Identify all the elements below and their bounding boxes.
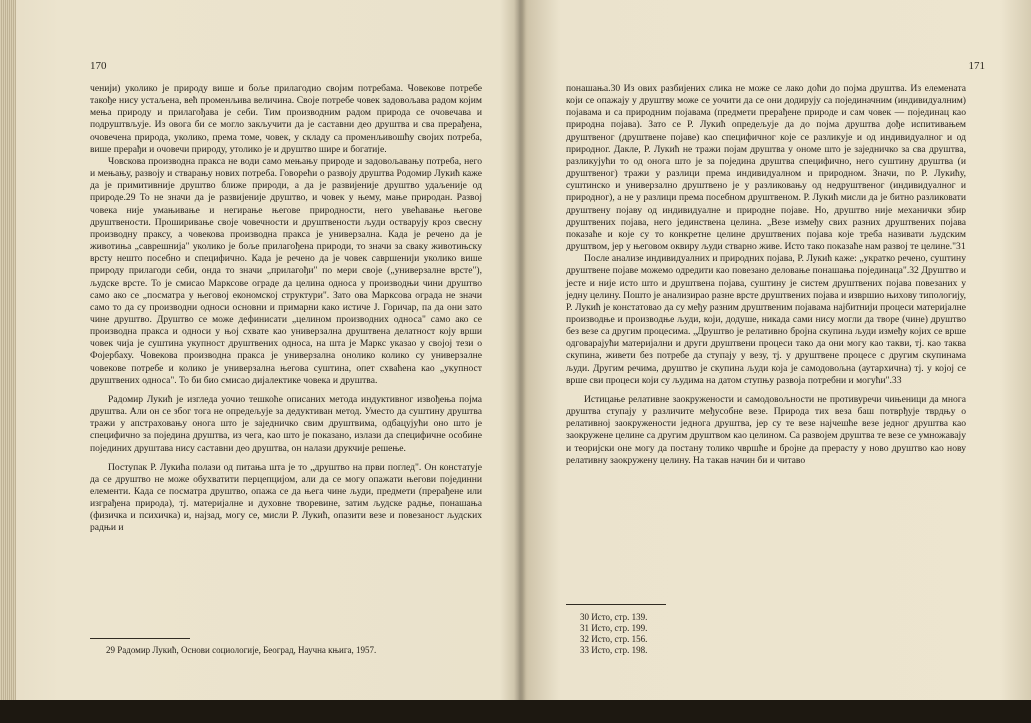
paragraph: Истицање релативне заокружености и самодовољности не противуречи чињеници да многа друштва ступају у различите међусобне везе. Природа тих веза баш потврђује тврдњу о релативној заокружености једнога друштва, јер су те везе најчешће везе једног друштва као заокружене целине са другим друштвом као целином. Са развојем друштва те везе се умножавају и теоријски оне могу да постану толико чвршће и бројне да прерасту у ново друштво као нову релативну заокружену целину. На такав начин би и читаво bbox=[566, 393, 966, 466]
footnote-rule bbox=[566, 604, 666, 605]
paragraph: После анализе индивидуалних и природних појава, Р. Лукић каже: „укратко речено, суштину друштвене појаве можемо одредити као повезано деловање понашања појединаца".32 Друштво и јесте и није исто што и друштвена појава, суштину је систем друштвених појава повезаних у једну целину. Пошто је анализирао разне врсте друштвених појава и извршио њихову типологију, Р. Лукић је констатовао да су међу разним друштвеним појавама најбитнији процеси материјалне производње и производње људи, који, додуше, никада сами нису могли да творе (чине) друштво без везе са другим процесима. „Друштво је релативно бројна скупина људи између којих се врше одговарајући материјални и други друштвени процеси тако да они могу као такви, тј. као таква скупина, живети без потребе да ступају у везу, тј. у друштвене процесе с другим скупинама људи. Другим речима, друштво је скупина људи која је самодовољна (аутархична) тј. у којој се врше сви процеси који су људима на датом ступњу развоја потребни и могући".33 bbox=[566, 253, 966, 386]
footnote-left: 29 Радомир Лукић, Основи социологије, Београд, Научна књига, 1957. bbox=[106, 645, 377, 655]
paragraph: Човскова производна пракса не води само мењању природе и задовољавању потреба, него и мењању, развоју и стварању нових потреба. Говорећи о развоју друштва Родомир Лукић каже да је примитивније друштво ближе природи, а да је развијеније друштво удаљеније од природе.29 То не значи да је развијеније друштво, и човек у њему, мање природан. Развој човека није умањивање и негирање његове природности, него увећавање његове друштвености. Проширивање своје човечности и друштвености људи остварују кроз свесну производну праксу, а човекова производна пракса је универзална. Када је речено да је животиња „саврешнија" уколико је боље прилагођена природи, то значи за сваку животињску врсту нешто посебно и специфично. Када је речено да је човек савршенији уколико више природу прилагоди себи, онда то значи „прилагођи" по мери своје („универзалне врсте"), људске врсте. То је смисао Марксове ограде да целина односа у производњи чини друштво само ако се „посматра у његовој економској структури". Зато ова Марксова ограда не значи само то да су производни односи основни и примарни како истиче Ј. Горичар, па да они зато чине друштво. Друштво се може дефинисати „целином производних односа" само ако се производна пракса и односи у њој схвате као универзална друштвена делатност коју врши човек чија је суштина укупност друштвених односа, на шта је Маркс указао у својој тези о Фојербаху. Човекова производна пракса је универзална онолико колико су универзалне човекове потребе и колико је универзална његова суштина, опет схваћена као „укупност друштвених односа". То би био смисао дијалектике човека и друштва. bbox=[90, 155, 482, 386]
footnote: 30 Исто, стр. 139. bbox=[580, 612, 648, 622]
page-number-right: 171 bbox=[968, 60, 985, 72]
left-page bbox=[16, 0, 514, 700]
paragraph: ченији) уколико је природу више и боље прилагодио својим потребама. Човекове потребе такође нису устаљена, већ променљива величина. Своје потребе човек задовољава радом којим мења природу и прилагођава је себи. Тим производним радом природа се очовечава и подруштвљује. Из овога би се могло закључити да је саставни део друштва и сва прерађена, очовечена природа, уколико, према томе, човек, у складу са променљивошћу својих потреба, више прерађи и очовечи природу, утолико је и друштво шире и богатије. bbox=[90, 83, 482, 155]
book-gutter bbox=[514, 0, 526, 700]
left-page-body bbox=[90, 83, 482, 535]
footnote-rule bbox=[90, 638, 190, 639]
right-page bbox=[526, 0, 1031, 700]
footnote: 33 Исто, стр. 198. bbox=[580, 645, 648, 655]
paragraph: Радомир Лукић је изгледа уочио тешкоће описаних метода индуктивног извођења појма друштва. Али он се због тога не опредељује за дедуктиван метод. Уместо да суштину друштва тражи у апстраховању онога што је заједничко свим друштвима, одбацујући оно што је специфично за поједина друштва, из чега, као што је показано, излази да специфичне особине појединих друштава нису саставни део друштва, он налази друкчије решење. bbox=[90, 393, 482, 454]
paragraph: понашања.30 Из ових разбијених слика не може се лако доћи до појма друштва. Из елемената који се опажају у друштву може се уочити да се они додирују са појединачним (индивидуалним) појавама и са природним појавама (предмети прерађене природе и сам човек — појединац као природна појава). Зато се Р. Лукић опредељује да до појма друштва дође испитивањем друштвеног (друштвене појаве) као специфичног које се разликује и од индивидуалног и од природног. Дакле, Р. Лукић не тражи појам друштва у ономе што је заједничко за сва друштва, разликујући то од онога што је за поједина друштва специфично, него суштину друштва (и друштвеног) тражи у разлици према индивидуалном и природном. Значи, по Р. Лукићу, суштинско и универзално друштвено је у разликовању од недруштвеног (индивидуалног и природног), а не у разлици према посебном друштвеном. Р. Лукић мисли да је битно разликовати друштвену појаву од индивидуалне и природне појаве. Но, друштво није механички збир друштвених појава, него јединствена целина. „Везе између свих разних друштвених појава показаће и које су то конкретне целине друштвених појава које треба називати људским друштвом, јер у његовом оквиру људи стварно живе. Исто тако показаће нам развој те целине."31 bbox=[566, 83, 966, 253]
background-below-book bbox=[0, 700, 1031, 723]
right-page-body bbox=[566, 83, 966, 467]
footnote: 31 Исто, стр. 199. bbox=[580, 623, 648, 633]
footnote: 32 Исто, стр. 156. bbox=[580, 634, 648, 644]
page-edges bbox=[0, 0, 16, 723]
page-number-left: 170 bbox=[90, 60, 107, 72]
footnotes-right bbox=[580, 612, 880, 656]
paragraph: Поступак Р. Лукића полази од питања шта је то „друштво на први поглед". Он констатује да се друштво не може обухватити перцепцијом, али да се могу опажати његови појединни елементи. Када се посматра друштво, опажа се да њега чине људи, предмети (прерађене или изграђена природа), тј. материјалне и духовне творевине, затим људске радње, понашања (физичка и психичка) и, најзад, могу се, мисли Р. Лукић, опазити везе и повезаност људских радњи и bbox=[90, 461, 482, 534]
